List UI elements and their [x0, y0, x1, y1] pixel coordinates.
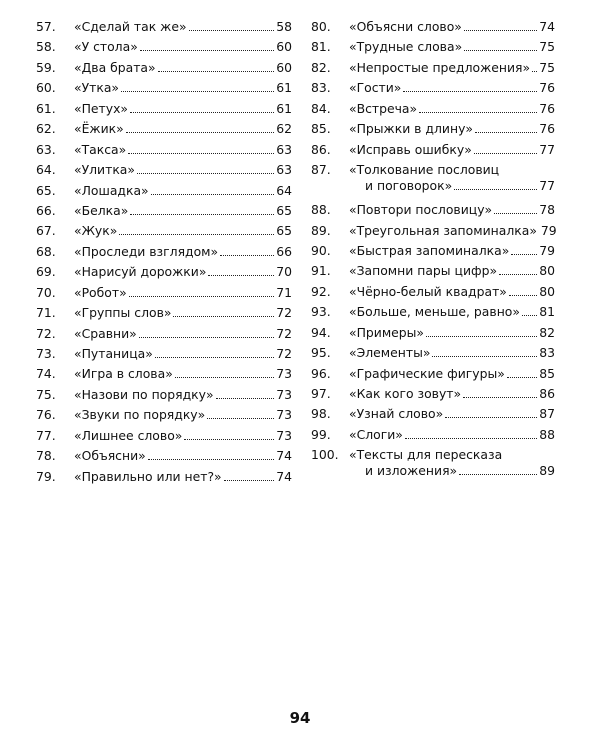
entry-page: 70: [276, 264, 292, 280]
entry-page: 73: [276, 386, 292, 402]
toc-entry[interactable]: [311, 140, 555, 160]
toc-entry[interactable]: [311, 384, 555, 404]
dot-leader: [532, 70, 537, 72]
dot-leader: [463, 396, 537, 398]
dot-leader: [220, 254, 274, 256]
toc-entry[interactable]: [36, 221, 292, 241]
entry-number: 59.: [36, 59, 56, 75]
toc-entry[interactable]: [311, 37, 555, 57]
dot-leader: [475, 131, 537, 133]
entry-title-line2: и изложения»: [365, 463, 458, 479]
dot-leader: [155, 356, 274, 358]
toc-entry[interactable]: [311, 119, 555, 139]
dot-leader: [509, 294, 537, 296]
entry-title: «Путаница»: [74, 346, 153, 361]
entry-title: «Жук»: [74, 223, 118, 239]
entry-page: 76: [539, 80, 555, 96]
dot-leader: [130, 111, 274, 113]
entry-number: 81.: [311, 39, 331, 55]
dot-leader: [140, 49, 274, 51]
entry-page: 60: [276, 59, 292, 75]
entry-title: «Сравни»: [74, 325, 137, 341]
entry-page: 74: [539, 19, 555, 34]
entry-number: 69.: [36, 264, 56, 280]
entry-title: «Трудные слова»: [349, 39, 463, 55]
entry-number: 85.: [311, 121, 331, 137]
dot-leader: [137, 172, 274, 174]
entry-title: «Повтори пословицу»: [349, 202, 493, 218]
entry-page: 66: [276, 243, 292, 259]
toc-entry[interactable]: [36, 344, 292, 364]
entry-number: 61.: [36, 100, 56, 116]
dot-leader: [522, 314, 537, 316]
toc-entry[interactable]: [36, 78, 292, 98]
entry-title: «Сделай так же»: [74, 19, 187, 34]
entry-title: «Непростые предложения»: [349, 59, 531, 75]
dot-leader: [454, 188, 537, 190]
entry-number: 79.: [36, 468, 56, 484]
entry-page: 79: [539, 242, 555, 258]
toc-entry[interactable]: [36, 446, 292, 466]
entry-number: 73.: [36, 346, 56, 361]
dot-leader: [432, 355, 537, 357]
entry-number: 57.: [36, 19, 56, 34]
dot-leader: [511, 253, 537, 255]
toc-entry[interactable]: [36, 242, 292, 262]
entry-title: «Робот»: [74, 284, 127, 300]
entry-page: 88: [539, 426, 555, 442]
entry-title: «Звуки по порядку»: [74, 407, 206, 423]
entry-number: 93.: [311, 304, 331, 320]
dot-leader: [445, 416, 537, 418]
toc-entry[interactable]: [311, 160, 555, 200]
entry-page: 78: [539, 202, 555, 218]
entry-number: 86.: [311, 141, 331, 157]
toc-entry[interactable]: [36, 324, 292, 344]
entry-number: 99.: [311, 426, 331, 442]
entry-page: 83: [539, 345, 555, 361]
toc-entry[interactable]: [311, 58, 555, 78]
dot-leader: [129, 295, 275, 297]
dot-leader: [224, 479, 275, 481]
toc-entry[interactable]: [36, 37, 292, 57]
dot-leader: [464, 49, 537, 51]
entry-number: 63.: [36, 141, 56, 157]
dot-leader: [189, 29, 275, 31]
entry-number: 92.: [311, 283, 331, 299]
entry-title: «Утка»: [74, 80, 120, 96]
entry-number: 91.: [311, 263, 331, 279]
entry-number: 67.: [36, 223, 56, 239]
toc-entry[interactable]: [311, 261, 555, 281]
toc-entry[interactable]: [311, 241, 555, 261]
entry-title: «Улитка»: [74, 162, 135, 178]
toc-entry[interactable]: [36, 58, 292, 78]
entry-page: 76: [539, 100, 555, 116]
entry-title: «Треугольная запоминалка»: [349, 222, 537, 238]
entry-number: 87.: [311, 162, 331, 178]
dot-leader: [128, 152, 274, 154]
toc-entry[interactable]: [36, 140, 292, 160]
entry-page: 74: [276, 448, 292, 464]
entry-page: 72: [276, 305, 292, 321]
dot-leader: [207, 417, 274, 419]
entry-title: «Петух»: [74, 100, 128, 116]
entry-number: 76.: [36, 407, 56, 423]
entry-page: 80: [539, 263, 555, 279]
entry-title: «Больше, меньше, равно»: [349, 304, 520, 320]
toc-entry[interactable]: [36, 426, 292, 446]
entry-title: «Как кого зовут»: [349, 386, 462, 401]
dot-leader: [184, 438, 274, 440]
entry-page: 82: [539, 324, 555, 340]
dot-leader: [139, 336, 274, 338]
entry-number: 78.: [36, 448, 56, 464]
toc-right-column: [311, 17, 555, 485]
entry-title: «Объясни»: [74, 448, 146, 464]
entry-number: 84.: [311, 100, 331, 116]
entry-number: 80.: [311, 19, 331, 34]
dot-leader: [148, 458, 274, 460]
entry-page: 87: [539, 406, 555, 422]
entry-page: 65: [276, 202, 292, 218]
entry-number: 62.: [36, 121, 56, 137]
entry-title: «Быстрая запоминалка»: [349, 242, 510, 258]
toc-entry[interactable]: [36, 303, 292, 323]
toc-entry[interactable]: [311, 323, 555, 343]
toc-entry[interactable]: [36, 405, 292, 425]
entry-page: 61: [276, 100, 292, 116]
entry-title-line1: «Тексты для пересказа: [349, 447, 503, 463]
toc-entry[interactable]: [36, 17, 292, 37]
toc-entry[interactable]: [311, 99, 555, 119]
entry-number: 77.: [36, 427, 56, 443]
entry-page: 63: [276, 162, 292, 178]
toc-entry[interactable]: [311, 200, 555, 220]
entry-title: «Гости»: [349, 80, 402, 96]
entry-number: 75.: [36, 386, 56, 402]
toc-entry[interactable]: [311, 302, 555, 322]
entry-title: «Проследи взглядом»: [74, 243, 219, 259]
toc-entry[interactable]: [311, 404, 555, 424]
entry-title: «Два брата»: [74, 59, 156, 75]
entry-number: 74.: [36, 366, 56, 382]
dot-leader: [208, 274, 274, 276]
dot-leader: [158, 70, 275, 72]
entry-title: «Ёжик»: [74, 121, 124, 137]
entry-title: «Группы слов»: [74, 305, 172, 321]
entry-number: 58.: [36, 39, 56, 55]
toc-left-column: [36, 17, 292, 487]
entry-page: 75: [539, 59, 555, 75]
entry-title: «Элементы»: [349, 345, 431, 361]
entry-page: 60: [276, 39, 292, 55]
toc-entry[interactable]: [311, 282, 555, 302]
entry-title: «Примеры»: [349, 324, 425, 340]
entry-title: «Такса»: [74, 141, 127, 157]
entry-page: 61: [276, 80, 292, 96]
dot-leader: [464, 29, 537, 31]
entry-number: 95.: [311, 345, 331, 361]
entry-title: «Объясни слово»: [349, 19, 462, 34]
entry-page: 65: [276, 223, 292, 239]
toc-entry[interactable]: [36, 201, 292, 221]
toc-entry[interactable]: [36, 364, 292, 384]
entry-page: 79: [540, 222, 557, 238]
toc-entry[interactable]: [36, 467, 292, 487]
dot-leader: [507, 376, 537, 378]
toc-entry[interactable]: [36, 181, 292, 201]
entry-page: 73: [276, 407, 292, 423]
entry-number: 89.: [311, 222, 331, 238]
entry-title: «Встреча»: [349, 100, 418, 116]
entry-title: «Лишнее слово»: [74, 427, 183, 443]
entry-page: 71: [276, 284, 292, 300]
entry-number: 71.: [36, 305, 56, 321]
entry-number: 96.: [311, 365, 331, 381]
toc-entry[interactable]: [36, 262, 292, 282]
entry-title: «Запомни пары цифр»: [349, 263, 498, 279]
page-number: 94: [289, 709, 311, 727]
toc-entry[interactable]: [36, 160, 292, 180]
entry-title: «Нарисуй дорожки»: [74, 264, 207, 280]
dot-leader: [173, 315, 274, 317]
entry-page: 80: [539, 283, 555, 299]
entry-title-line1: «Толкование пословиц: [349, 162, 500, 178]
entry-title: «Правильно или нет?»: [74, 468, 222, 484]
toc-entry[interactable]: [36, 99, 292, 119]
entry-page: 73: [276, 427, 292, 443]
entry-page: 73: [276, 366, 292, 382]
toc-entry[interactable]: [36, 385, 292, 405]
toc-entry[interactable]: [311, 364, 555, 384]
toc-entry[interactable]: [36, 119, 292, 139]
entry-title: «Назови по порядку»: [74, 386, 214, 402]
entry-title: «Белка»: [74, 202, 129, 218]
toc-entry[interactable]: [36, 283, 292, 303]
entry-page: 86: [539, 386, 555, 401]
entry-page: 72: [276, 325, 292, 341]
entry-page: 64: [276, 182, 292, 198]
entry-title: «Графические фигуры»: [349, 365, 505, 381]
entry-page: 77: [539, 178, 555, 194]
entry-number: 70.: [36, 284, 56, 300]
entry-page: 85: [539, 365, 555, 381]
toc-entry[interactable]: [311, 17, 555, 37]
entry-title: «Чёрно-белый квадрат»: [349, 283, 507, 299]
entry-title: «У стола»: [74, 39, 138, 55]
entry-title: «Слоги»: [349, 426, 403, 442]
entry-title: «Игра в слова»: [74, 366, 173, 382]
entry-number: 72.: [36, 325, 56, 341]
dot-leader: [151, 193, 275, 195]
dot-leader: [494, 212, 537, 214]
dot-leader: [121, 90, 274, 92]
dot-leader: [474, 152, 537, 154]
entry-number: 97.: [311, 386, 331, 401]
dot-leader: [119, 233, 274, 235]
entry-number: 98.: [311, 406, 331, 422]
entry-page: 58: [276, 19, 292, 34]
toc-entry[interactable]: [311, 221, 555, 241]
entry-page: 63: [276, 141, 292, 157]
dot-leader: [403, 90, 537, 92]
entry-number: 88.: [311, 202, 331, 218]
dot-leader: [405, 437, 537, 439]
dot-leader: [130, 213, 274, 215]
entry-number: 82.: [311, 59, 331, 75]
entry-page: 74: [276, 468, 292, 484]
entry-title: «Прыжки в длину»: [349, 121, 473, 137]
dot-leader: [175, 376, 274, 378]
entry-number: 100.: [311, 447, 339, 463]
entry-page: 76: [539, 121, 555, 137]
entry-page: 77: [539, 141, 555, 157]
entry-number: 68.: [36, 243, 56, 259]
dot-leader: [419, 111, 537, 113]
dot-leader: [426, 335, 537, 337]
entry-title: «Узнай слово»: [349, 406, 444, 422]
entry-number: 66.: [36, 202, 56, 218]
entry-page: 75: [539, 39, 555, 55]
dot-leader: [499, 273, 537, 275]
toc-entry[interactable]: [311, 425, 555, 445]
entry-title-line2: и поговорок»: [365, 178, 453, 194]
entry-number: 83.: [311, 80, 331, 96]
toc-entry[interactable]: [311, 445, 555, 485]
entry-title: «Исправь ошибку»: [349, 141, 472, 157]
entry-page: 62: [276, 121, 292, 137]
entry-number: 64.: [36, 162, 56, 178]
entry-title: «Лошадка»: [74, 182, 149, 198]
toc-entry[interactable]: [311, 343, 555, 363]
toc-entry[interactable]: [311, 78, 555, 98]
dot-leader: [216, 397, 275, 399]
dot-leader: [459, 473, 537, 475]
entry-number: 65.: [36, 182, 56, 198]
entry-number: 60.: [36, 80, 56, 96]
dot-leader: [126, 131, 275, 133]
entry-number: 94.: [311, 324, 331, 340]
entry-page: 81: [539, 304, 555, 320]
entry-page: 89: [539, 463, 555, 479]
entry-page: 72: [276, 346, 292, 361]
entry-number: 90.: [311, 242, 331, 258]
